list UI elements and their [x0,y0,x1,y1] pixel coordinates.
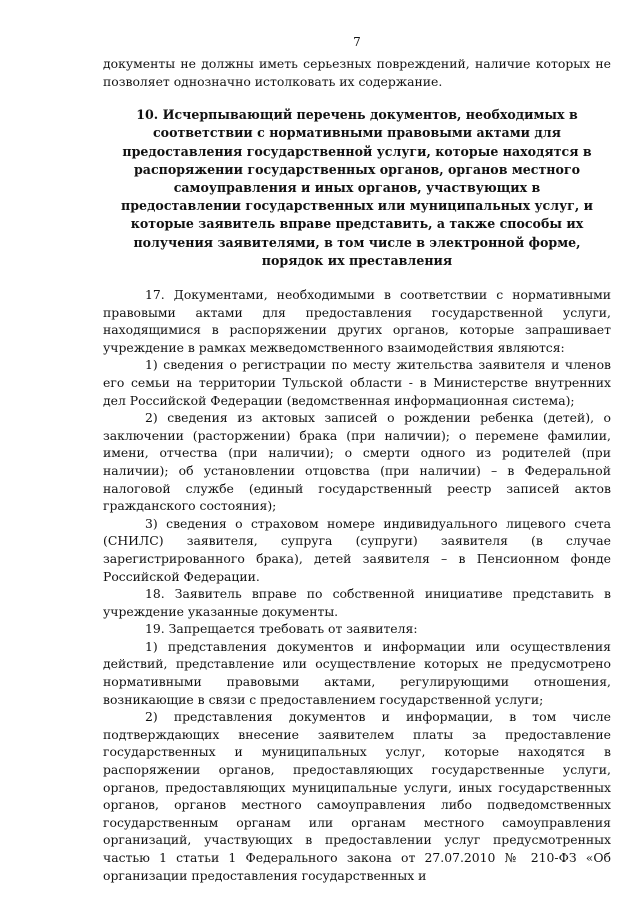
paragraph-19: 19. Запрещается требовать от заявителя: [145,621,418,637]
page-number: 7 [353,35,361,49]
document-body [103,55,611,884]
paragraph-18: 18. Заявитель вправе по собственной инициативе представить в учреждение указанные документы. [103,586,611,619]
paragraph-17-item-3: 3) сведения о страховом номере индивидуального лицевого счета (СНИЛС) заявителя, супруга (супруги) заявителя (в случае зарегистрированного брака), детей заявителя – в Пенсионном фонде Российской Федерации. [103,515,611,584]
paragraph-17: 17. Документами, необходимыми в соответствии с нормативными правовыми актами для предоставления государственной услуги, находящимися в распоряжении других органов, которые запрашивает учреждение в рамках межведомственного взаимодействия являются: [103,287,611,355]
intro-paragraph: документы не должны иметь серьезных повреждений, наличие которых не позволяет однозначно истолковать их содержание. [103,56,611,89]
section-heading: 10. Исчерпывающий перечень документов, необходимых в соответствии с нормативными правовыми актами для предоставления государственной услуги, которые находятся в распоряжении государственных органов, органов местного самоуправления и иных органов, участвующих в предоставлении государственных или муниципальных услуг, и которые заявитель вправе представить, а также способы их получения заявителями, в том числе в электронной форме, порядок их преставления [121,107,593,268]
paragraph-19-item-1: 1) представления документов и информации или осуществления действий, представление или осуществление которых не предусмотрено нормативными правовыми актами, регулирующими отношения, возникающие в связи с предоставлением государственной услуги; [103,638,611,707]
paragraph-17-item-2: 2) сведения из актовых записей о рождении ребенка (детей), о заключении (расторжении) брака (при наличии); о перемене фамилии, имени, отчества (при наличии); о смерти одного из родителей (при наличии); об установлении отцовства (при наличии) – в Федеральной налоговой службе (единый государственный реестр записей актов гражданского состояния); [103,410,611,514]
document-page [103,0,611,902]
paragraph-17-item-1: 1) сведения о регистрации по месту жительства заявителя и членов его семьи на территории Тульской области - в Министерстве внутренних дел Российской Федерации (ведомственная информационная система); [103,357,611,408]
paragraph-19-item-2: 2) представления документов и информации, в том числе подтверждающих внесение заявителем платы за предоставление государственных и муниципальных услуг, которые находятся в распоряжении органов, предоставляющих государственные услуги, органов, предоставляющих муниципальные услуги, иных государственных органов, органов местного самоуправления либо подведомственных государственным органам или органам местного самоуправления организаций, участвующих в предоставлении услуг предусмотренных частью 1 статьи 1 Федерального закона от 27.07.2010 № 210-ФЗ «Об организации предоставления государственных и [103,709,611,883]
